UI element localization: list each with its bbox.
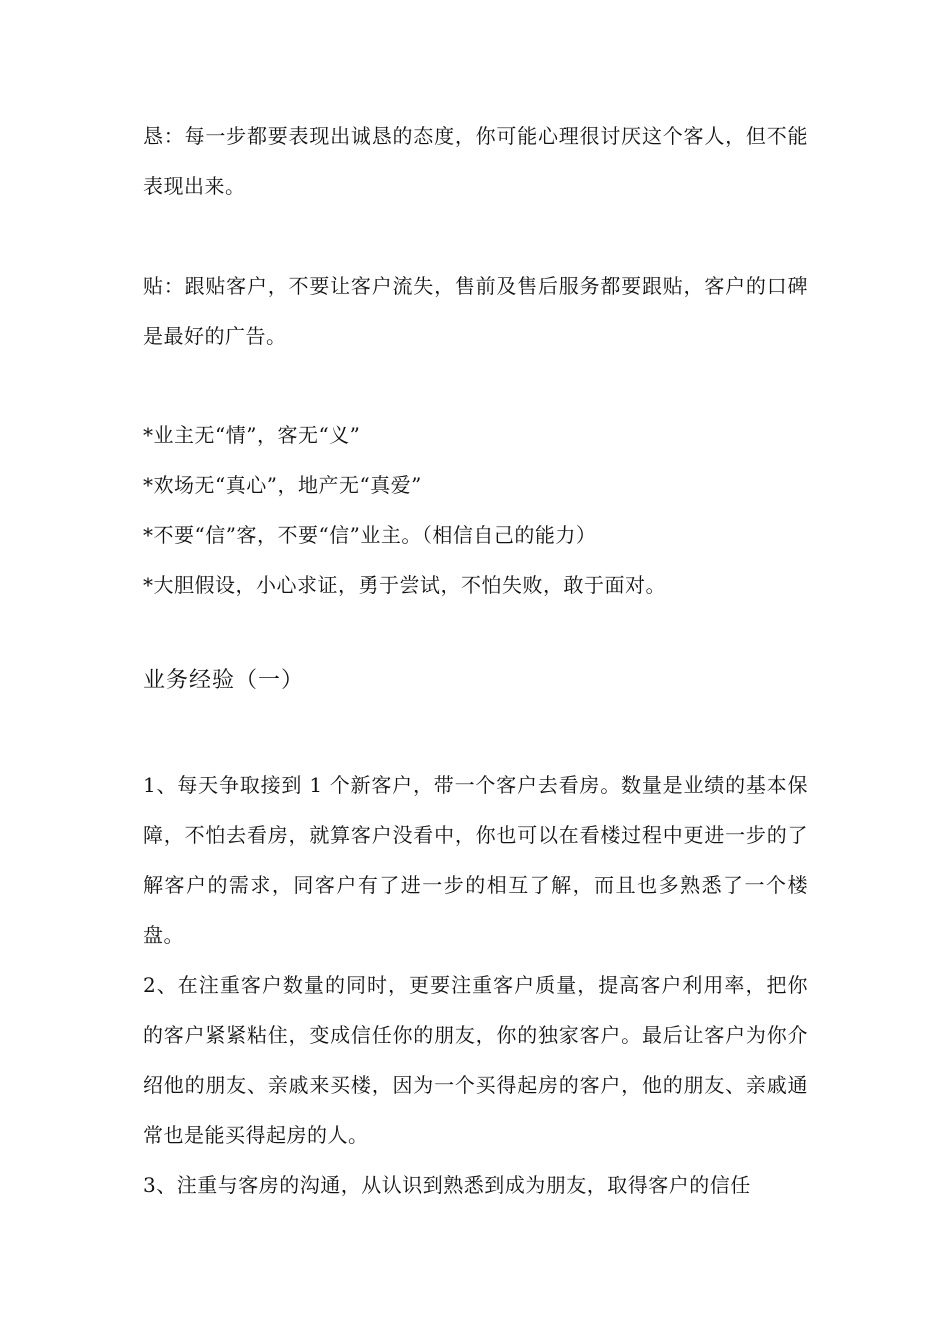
bullet-item: *欢场无“真心”，地产无“真爱” — [143, 473, 422, 497]
paragraph-sincere: 恳：每一步都要表现出诚恳的态度，你可能心理很讨厌这个客人，但不能表现出来。 — [143, 124, 808, 198]
paragraph-follow: 贴：跟贴客户，不要让客户流失，售前及售后服务都要跟贴，客户的口碑是最好的广告。 — [143, 274, 808, 348]
bullet-item: *业主无“情”，客无“义” — [143, 423, 361, 447]
bullet-item: *大胆假设，小心求证，勇于尝试，不怕失败，敢于面对。 — [143, 573, 666, 597]
numbered-item-3: 3、注重与客房的沟通，从认识到熟悉到成为朋友，取得客户的信任 — [143, 1173, 751, 1197]
bullet-item: *不要“信”客，不要“信”业主。（相信自己的能力） — [143, 523, 597, 547]
section-heading: 业务经验（一） — [143, 668, 305, 693]
numbered-item-2: 2、在注重客户数量的同时，更要注重客户质量，提高客户利用率，把你的客户紧紧粘住，变成信任你的朋友，你的独家客户。最后让客户为你介绍他的朋友、亲戚来买楼，因为一个买得起房的客户，他的朋友、亲戚通常也是能买得起房的人。 — [143, 973, 808, 1147]
numbered-item-1: 1、每天争取接到 1 个新客户，带一个客户去看房。数量是业绩的基本保障，不怕去看房，就算客户没看中，你也可以在看楼过程中更进一步的了解客户的需求，同客户有了进一步的相互了解，而且也多熟悉了一个楼盘。 — [143, 773, 808, 947]
